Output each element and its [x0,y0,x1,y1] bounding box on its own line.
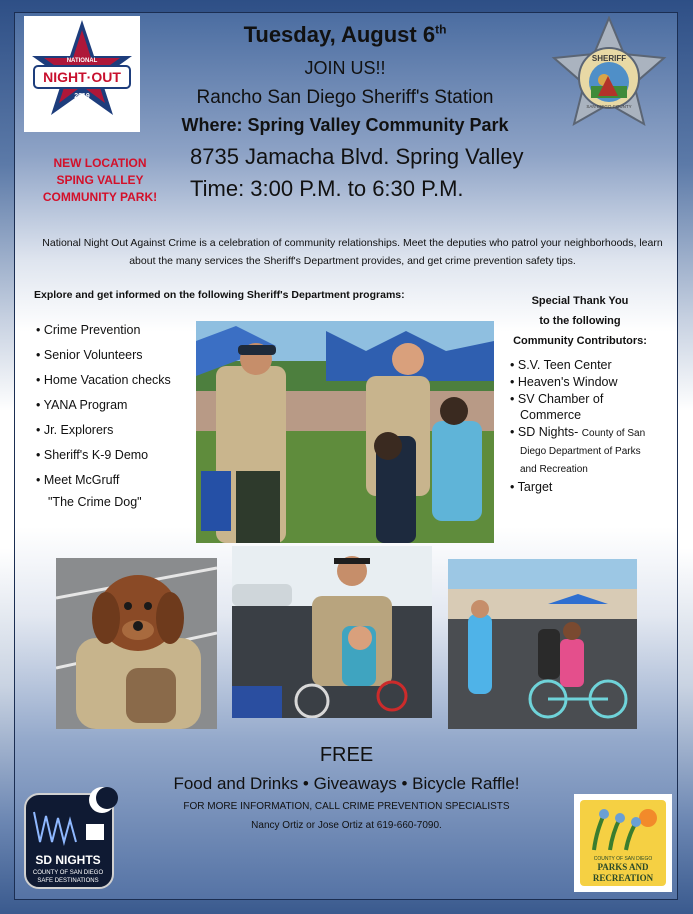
free-heading: FREE [319,744,374,766]
program-item: • Jr. Explorers [36,423,196,448]
program-item: • YANA Program [36,398,196,423]
contributor-note: County of San Diego Department of Parks and Recreation [520,428,646,475]
contributor-item: • SV Chamber of Commerce [510,391,660,423]
new-location-notice: NEW LOCATION SPING VALLEY COMMUNITY PARK! [42,156,158,204]
program-item: • Senior Volunteers [36,348,196,373]
svg-text:NIGHT·OUT: NIGHT·OUT [43,69,121,85]
station-name: Rancho San Diego Sheriff's Station [196,87,494,108]
event-time: Time: 3:00 P.M. to 6:30 P.M. [190,176,464,201]
event-address: 8735 Jamacha Blvd. Spring Valley [190,144,524,169]
event-date: Tuesday, August 6th [243,22,447,47]
intro-paragraph: National Night Out Against Crime is a celebration of community relationships. Meet the deputies who patrol your neighborhoods, learn about the many services the Sheriff's Department provides, and get crime prevention safety tips. [42,237,663,267]
svg-text:SAFE DESTINATIONS: SAFE DESTINATIONS [37,878,99,884]
mcgruff-photo [56,558,217,729]
contributor-item: • S.V. Teen Center [510,357,660,373]
program-item: • Sheriff's K-9 Demo [36,448,196,473]
program-item: • Crime Prevention [36,323,196,348]
program-item: • Home Vacation checks [36,373,196,398]
contributor-item: • Target [510,479,660,495]
perks-line: Food and Drinks • Giveaways • Bicycle Raffle! [173,774,520,793]
programs-list [36,323,196,498]
girl-on-bicycle-photo [448,559,637,729]
svg-text:PARKS AND: PARKS AND [597,862,649,872]
event-location: Where: Spring Valley Community Park [181,115,509,135]
thanks-heading: Special Thank You to the following Community Contributors: [513,295,647,347]
contact-line: Nancy Ortiz or Jose Ortiz at 619-660-7090. [251,820,442,831]
sd-nights-logo [24,786,120,890]
programs-heading: Explore and get informed on the following Sheriff's Department programs: [34,289,405,301]
svg-text:SAN DIEGO COUNTY: SAN DIEGO COUNTY [586,104,632,109]
contributors-list [510,357,660,496]
contributor-item: • Heaven's Window [510,374,660,390]
sheriff-badge-logo [546,16,672,142]
svg-text:SD NIGHTS: SD NIGHTS [35,853,101,867]
svg-text:COUNTY OF SAN DIEGO: COUNTY OF SAN DIEGO [32,870,104,876]
join-us-text: JOIN US!! [304,58,386,78]
night-out-logo [24,16,140,132]
svg-text:COUNTY OF SAN DIEGO: COUNTY OF SAN DIEGO [593,856,653,862]
program-item: • Meet McGruff [36,473,196,498]
more-info-line: FOR MORE INFORMATION, CALL CRIME PREVENTION SPECIALISTS [183,801,510,812]
deputy-with-child-photo [232,546,432,718]
parks-recreation-logo [574,794,672,892]
deputies-event-photo [196,321,494,543]
svg-text:RECREATION: RECREATION [592,873,654,883]
svg-text:NATIONAL: NATIONAL [66,58,98,64]
mcgruff-subtitle: "The Crime Dog" [48,495,142,509]
svg-text:2019: 2019 [74,93,90,100]
svg-text:SHERIFF: SHERIFF [591,54,627,63]
contributor-item: • SD Nights- County of San Diego Department of Parks and Recreation [510,424,660,478]
